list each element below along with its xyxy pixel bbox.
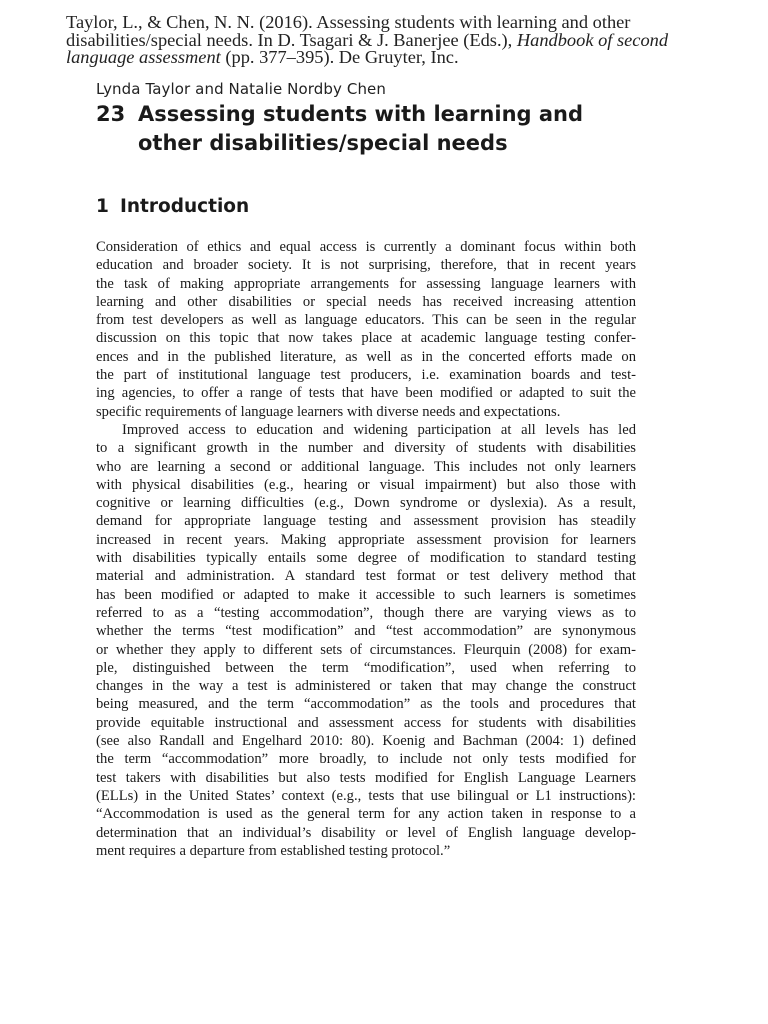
chapter-title <box>138 100 638 158</box>
body-text-line: with disabilities typically entails some degree of modification to standard testing <box>96 550 636 567</box>
body-text-line: learning and other disabilities or special needs has received increasing attention <box>96 293 636 310</box>
body-text-line: the part of institutional language test producers, i.e. examination boards and test- <box>96 367 636 384</box>
citation-italic-text: language assessment <box>66 47 221 67</box>
body-text-line: (see also Randall and Engelhard 2010: 80). Koenig and Bachman (2004: 1) defined <box>96 733 636 750</box>
body-text-line: cognitive or learning difficulties (e.g., Down syndrome or dyslexia). As a result, <box>96 495 636 512</box>
body-text-line: ences and in the published literature, as well as in the concerted efforts made on <box>96 348 636 365</box>
citation-line <box>66 49 706 67</box>
citation-italic-text: Handbook of second <box>516 29 669 50</box>
body-text-line: discussion on this topic that now takes place at academic language testing confer- <box>96 330 636 347</box>
body-text-line: changes in the way a test is administered or taken that may change the construct <box>96 678 636 695</box>
section-number: 1 <box>96 196 109 217</box>
body-text-line: referred to as a “testing accommodation”, though there are varying views as to <box>96 604 636 621</box>
chapter-authors: Lynda Taylor and Natalie Nordby Chen <box>96 80 386 98</box>
body-text-line: Improved access to education and widening participation at all levels has led <box>122 421 636 438</box>
body-text-line: Consideration of ethics and equal access is currently a dominant focus within both <box>96 239 636 255</box>
body-text-line: ing agencies, to offer a range of tests that have been modified or adapted to suit the <box>96 385 636 402</box>
body-text-line: demand for appropriate language testing and assessment provision has steadily <box>96 513 636 530</box>
section-title: Introduction <box>120 196 250 217</box>
citation-text: (pp. 377–395). De Gruyter, Inc. <box>220 47 459 67</box>
chapter-number: 23 <box>96 102 126 126</box>
citation-header <box>66 14 706 67</box>
body-text-line: who are learning a second or additional language. This includes not only learners <box>96 458 636 475</box>
body-text-line: from test developers as well as language educators. This can be seen in the regular <box>96 312 636 329</box>
body-text-line: to a significant growth in the number and diversity of students with disabilities <box>96 440 636 457</box>
body-text-line: or whether they apply to different sets of circumstances. Fleurquin (2008) for exam- <box>96 641 636 658</box>
section-heading <box>96 196 249 217</box>
body-text-line: the term “accommodation” more broadly, to include not only tests modified for <box>96 751 636 768</box>
body-text <box>96 238 636 860</box>
body-text-line: ment requires a departure from established testing protocol.” <box>96 842 451 859</box>
body-text-line: whether the terms “test modification” and “test accommodation” are synonymous <box>96 623 636 640</box>
body-text-line: material and administration. A standard test format or test delivery method that <box>96 568 636 585</box>
body-text-line: the task of making appropriate arrangements for assessing language learners with <box>96 275 636 292</box>
body-text-line: test takers with disabilities but also tests modified for English Language Learners <box>96 769 636 786</box>
citation-text: Taylor, L., & Chen, N. N. (2016). Assessing students with learning and other <box>66 12 631 32</box>
body-text-line: education and broader society. It is not surprising, therefore, that in recent years <box>96 257 636 274</box>
citation-text: disabilities/special needs. In D. Tsagari & J. Banerjee (Eds.), <box>66 29 517 50</box>
body-text-line: has been modified or adapted to make it accessible to such learners is sometimes <box>96 586 636 603</box>
body-text-line: ple, distinguished between the term “modification”, used when referring to <box>96 659 636 676</box>
body-text-line: specific requirements of language learners with diverse needs and expectations. <box>96 403 561 420</box>
body-text-line: (ELLs) in the United States’ context (e.g., tests that use bilingual or L1 instructions): <box>96 787 636 804</box>
chapter-title-line: Assessing students with learning and <box>138 102 584 126</box>
body-text-line: determination that an individual’s disability or level of English language develop- <box>96 824 636 841</box>
chapter-title-line: other disabilities/special needs <box>138 131 508 155</box>
body-text-line: “Accommodation is used as the general term for any action taken in response to a <box>96 806 636 823</box>
body-text-line: provide equitable instructional and assessment access for students with disabilities <box>96 714 636 731</box>
body-text-line: being measured, and the term “accommodation” as the tools and procedures that <box>96 696 636 713</box>
body-text-line: with physical disabilities (e.g., hearing or visual impairment) but also those with <box>96 476 636 493</box>
body-text-line: increased in recent years. Making appropriate assessment provision for learners <box>96 531 636 548</box>
